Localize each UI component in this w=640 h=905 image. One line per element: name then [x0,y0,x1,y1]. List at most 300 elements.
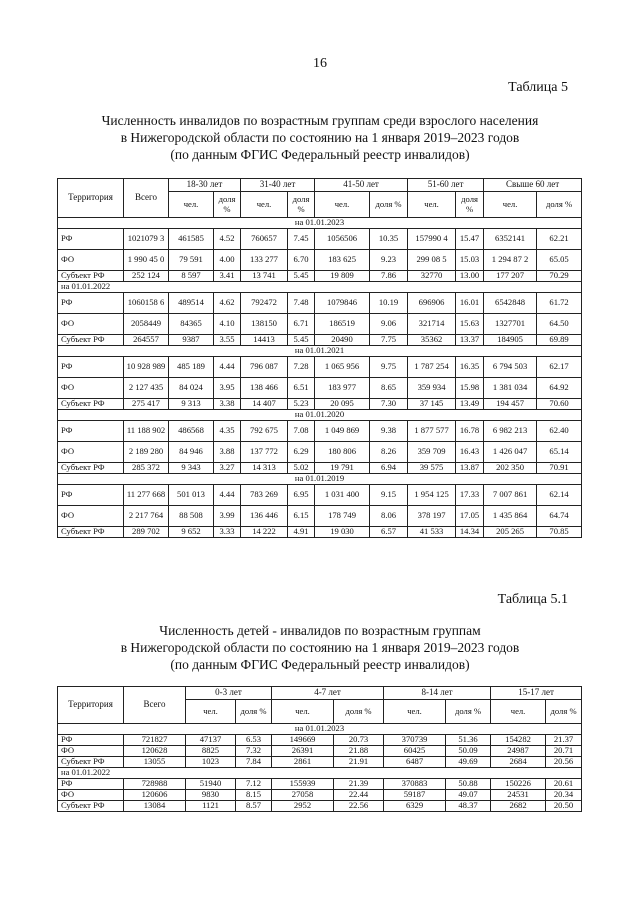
value-cell: 24531 [491,790,546,801]
value-cell: 136 446 [241,506,288,527]
value-cell: 8 597 [169,271,214,282]
value-cell: 721827 [124,735,186,746]
table-row [58,271,582,282]
value-cell: 6.51 [288,378,315,399]
value-cell: 62.40 [537,421,582,442]
period-row [58,474,582,485]
header-people: чел. [491,700,546,724]
value-cell: 4.00 [214,250,241,271]
value-cell: 32770 [408,271,456,282]
table-5-1-title [0,622,640,673]
value-cell: 370739 [384,735,446,746]
value-cell: 180 806 [315,442,370,463]
value-cell: 202 350 [484,463,537,474]
territory-cell: РФ [58,735,124,746]
value-cell: 138150 [241,314,288,335]
value-cell: 183 977 [315,378,370,399]
table-row [58,293,582,314]
value-cell: 20 095 [315,399,370,410]
value-cell: 760657 [241,229,288,250]
header-age-group: 18-30 лет [169,179,241,192]
value-cell: 9 343 [169,463,214,474]
value-cell: 2 127 435 [124,378,169,399]
value-cell: 275 417 [124,399,169,410]
value-cell: 4.10 [214,314,241,335]
value-cell: 157990 4 [408,229,456,250]
period-label: на 01.01.2022 [58,282,582,293]
value-cell: 9830 [186,790,236,801]
value-cell: 17.33 [456,485,484,506]
header-age-group: 15-17 лет [491,687,582,700]
value-cell: 9 652 [169,527,214,538]
value-cell: 783 269 [241,485,288,506]
value-cell: 11 188 902 [124,421,169,442]
header-people: чел. [186,700,236,724]
value-cell: 19 030 [315,527,370,538]
value-cell: 70.91 [537,463,582,474]
value-cell: 7.32 [236,746,272,757]
value-cell: 13055 [124,757,186,768]
period-label: на 01.01.2022 [58,768,582,779]
value-cell: 20.73 [334,735,384,746]
value-cell: 62.21 [537,229,582,250]
value-cell: 16.35 [456,357,484,378]
value-cell: 15.47 [456,229,484,250]
period-label: на 01.01.2021 [58,346,582,357]
table-5-1-title-line: Численность детей - инвалидов по возрастным группам [159,623,481,638]
territory-cell: Субъект РФ [58,271,124,282]
value-cell: 359 934 [408,378,456,399]
value-cell: 6.53 [236,735,272,746]
value-cell: 8.15 [236,790,272,801]
value-cell: 7.48 [288,293,315,314]
value-cell: 14.34 [456,527,484,538]
territory-cell: ФО [58,746,124,757]
period-row [58,282,582,293]
value-cell: 486568 [169,421,214,442]
value-cell: 1 426 047 [484,442,537,463]
header-people: чел. [272,700,334,724]
value-cell: 489514 [169,293,214,314]
table-row [58,735,582,746]
value-cell: 15.63 [456,314,484,335]
header-people: чел. [484,192,537,218]
value-cell: 2058449 [124,314,169,335]
value-cell: 252 124 [124,271,169,282]
header-age-group: 8-14 лет [384,687,491,700]
territory-cell: Субъект РФ [58,757,124,768]
value-cell: 3.38 [214,399,241,410]
territory-cell: Субъект РФ [58,527,124,538]
value-cell: 16.43 [456,442,484,463]
value-cell: 50.09 [446,746,491,757]
value-cell: 289 702 [124,527,169,538]
value-cell: 69.89 [537,335,582,346]
value-cell: 133 277 [241,250,288,271]
value-cell: 6329 [384,801,446,812]
value-cell: 7.12 [236,779,272,790]
territory-cell: ФО [58,250,124,271]
value-cell: 20.56 [546,757,582,768]
header-age-group: Свыше 60 лет [484,179,582,192]
value-cell: 16.78 [456,421,484,442]
value-cell: 35362 [408,335,456,346]
header-people: чел. [169,192,214,218]
value-cell: 9 313 [169,399,214,410]
value-cell: 6.29 [288,442,315,463]
table-row [58,250,582,271]
value-cell: 155939 [272,779,334,790]
value-cell: 194 457 [484,399,537,410]
value-cell: 1 381 034 [484,378,537,399]
territory-cell: ФО [58,442,124,463]
value-cell: 13084 [124,801,186,812]
table-5-title [0,112,640,163]
header-share: доля % [546,700,582,724]
period-row [58,218,582,229]
value-cell: 2861 [272,757,334,768]
value-cell: 1121 [186,801,236,812]
value-cell: 21.88 [334,746,384,757]
table-row [58,779,582,790]
value-cell: 27058 [272,790,334,801]
value-cell: 137 772 [241,442,288,463]
value-cell: 15.98 [456,378,484,399]
table-row [58,442,582,463]
value-cell: 186519 [315,314,370,335]
value-cell: 49.07 [446,790,491,801]
value-cell: 41 533 [408,527,456,538]
value-cell: 501 013 [169,485,214,506]
value-cell: 10.19 [370,293,408,314]
value-cell: 6.70 [288,250,315,271]
table-5-label: Таблица 5 [508,80,568,95]
value-cell: 37 145 [408,399,456,410]
value-cell: 9.75 [370,357,408,378]
value-cell: 177 207 [484,271,537,282]
table-row [58,801,582,812]
table-5-1-body [58,724,582,812]
value-cell: 3.88 [214,442,241,463]
territory-cell: РФ [58,779,124,790]
value-cell: 9.06 [370,314,408,335]
value-cell: 6542848 [484,293,537,314]
territory-cell: ФО [58,378,124,399]
value-cell: 2684 [491,757,546,768]
value-cell: 1 294 87 2 [484,250,537,271]
value-cell: 1 954 125 [408,485,456,506]
value-cell: 64.74 [537,506,582,527]
value-cell: 49.69 [446,757,491,768]
value-cell: 3.41 [214,271,241,282]
value-cell: 6.71 [288,314,315,335]
value-cell: 4.44 [214,357,241,378]
table-row [58,506,582,527]
header-people: чел. [241,192,288,218]
value-cell: 15.03 [456,250,484,271]
header-age-group: 31-40 лет [241,179,315,192]
value-cell: 8.06 [370,506,408,527]
value-cell: 14 407 [241,399,288,410]
value-cell: 370883 [384,779,446,790]
value-cell: 1060158 6 [124,293,169,314]
value-cell: 6 794 503 [484,357,537,378]
value-cell: 17.05 [456,506,484,527]
table-5-1-title-line: (по данным ФГИС Федеральный реестр инвалидов) [170,657,470,672]
header-share: доля % [334,700,384,724]
value-cell: 8.26 [370,442,408,463]
value-cell: 62.17 [537,357,582,378]
value-cell: 1 877 577 [408,421,456,442]
value-cell: 9.15 [370,485,408,506]
value-cell: 60425 [384,746,446,757]
table-row [58,463,582,474]
value-cell: 120628 [124,746,186,757]
value-cell: 6 982 213 [484,421,537,442]
table-row [58,378,582,399]
value-cell: 64.50 [537,314,582,335]
territory-cell: ФО [58,790,124,801]
table-row [58,357,582,378]
value-cell: 7.86 [370,271,408,282]
table-row [58,790,582,801]
value-cell: 1 049 869 [315,421,370,442]
header-age-group: 41-50 лет [315,179,408,192]
value-cell: 14 222 [241,527,288,538]
value-cell: 7.75 [370,335,408,346]
table-row [58,527,582,538]
value-cell: 183 625 [315,250,370,271]
table-row [58,746,582,757]
value-cell: 8.57 [236,801,272,812]
value-cell: 70.29 [537,271,582,282]
table-5-title-line: в Нижегородской области по состоянию на 1 января 2019–2023 годов [120,130,520,145]
value-cell: 154282 [491,735,546,746]
period-row [58,768,582,779]
value-cell: 9387 [169,335,214,346]
value-cell: 20.61 [546,779,582,790]
value-cell: 728988 [124,779,186,790]
header-share: доля % [537,192,582,218]
header-share: доля % [214,192,241,218]
value-cell: 359 709 [408,442,456,463]
value-cell: 7.45 [288,229,315,250]
value-cell: 6.15 [288,506,315,527]
value-cell: 84365 [169,314,214,335]
value-cell: 3.33 [214,527,241,538]
header-total: Всего [124,179,169,218]
value-cell: 378 197 [408,506,456,527]
value-cell: 285 372 [124,463,169,474]
table-5-1 [57,686,582,812]
table-row [58,314,582,335]
value-cell: 3.95 [214,378,241,399]
territory-cell: РФ [58,421,124,442]
value-cell: 65.14 [537,442,582,463]
value-cell: 792472 [241,293,288,314]
table-5-title-line: (по данным ФГИС Федеральный реестр инвалидов) [170,147,470,162]
value-cell: 7.84 [236,757,272,768]
table-5-1-label: Таблица 5.1 [497,592,568,607]
period-label: на 01.01.2020 [58,410,582,421]
value-cell: 13.00 [456,271,484,282]
value-cell: 299 08 5 [408,250,456,271]
value-cell: 796 087 [241,357,288,378]
value-cell: 120606 [124,790,186,801]
value-cell: 3.27 [214,463,241,474]
value-cell: 19 809 [315,271,370,282]
value-cell: 64.92 [537,378,582,399]
territory-cell: РФ [58,485,124,506]
value-cell: 1 031 400 [315,485,370,506]
value-cell: 461585 [169,229,214,250]
table-row [58,485,582,506]
value-cell: 7.30 [370,399,408,410]
value-cell: 19 791 [315,463,370,474]
header-age-group: 4-7 лет [272,687,384,700]
value-cell: 21.37 [546,735,582,746]
value-cell: 39 575 [408,463,456,474]
value-cell: 1023 [186,757,236,768]
value-cell: 6.95 [288,485,315,506]
value-cell: 5.23 [288,399,315,410]
header-people: чел. [384,700,446,724]
value-cell: 51.36 [446,735,491,746]
header-territory: Территория [58,179,124,218]
table-5 [57,178,582,538]
value-cell: 24987 [491,746,546,757]
header-age-group: 51-60 лет [408,179,484,192]
header-share: доля % [446,700,491,724]
value-cell: 264557 [124,335,169,346]
period-label: на 01.01.2019 [58,474,582,485]
value-cell: 2 217 764 [124,506,169,527]
value-cell: 5.45 [288,335,315,346]
period-row [58,724,582,735]
value-cell: 20490 [315,335,370,346]
value-cell: 3.55 [214,335,241,346]
header-territory: Территория [58,687,124,724]
value-cell: 20.71 [546,746,582,757]
value-cell: 70.60 [537,399,582,410]
value-cell: 48.37 [446,801,491,812]
value-cell: 13.87 [456,463,484,474]
value-cell: 59187 [384,790,446,801]
table-5-title-line: Численность инвалидов по возрастным группам среди взрослого населения [101,113,539,128]
value-cell: 13.49 [456,399,484,410]
value-cell: 2952 [272,801,334,812]
value-cell: 696906 [408,293,456,314]
table-row [58,399,582,410]
header-age-group: 0-3 лет [186,687,272,700]
value-cell: 149669 [272,735,334,746]
value-cell: 178 749 [315,506,370,527]
table-row [58,229,582,250]
value-cell: 9.38 [370,421,408,442]
value-cell: 485 189 [169,357,214,378]
value-cell: 7 007 861 [484,485,537,506]
value-cell: 1079846 [315,293,370,314]
period-label: на 01.01.2023 [58,724,582,735]
value-cell: 6.57 [370,527,408,538]
value-cell: 5.45 [288,271,315,282]
value-cell: 205 265 [484,527,537,538]
value-cell: 1 990 45 0 [124,250,169,271]
territory-cell: РФ [58,357,124,378]
value-cell: 79 591 [169,250,214,271]
value-cell: 22.44 [334,790,384,801]
value-cell: 6.94 [370,463,408,474]
value-cell: 6487 [384,757,446,768]
header-share: доля % [370,192,408,218]
page-number: 16 [313,56,327,71]
period-row [58,346,582,357]
value-cell: 1 787 254 [408,357,456,378]
value-cell: 62.14 [537,485,582,506]
territory-cell: РФ [58,293,124,314]
value-cell: 11 277 668 [124,485,169,506]
territory-cell: Субъект РФ [58,335,124,346]
value-cell: 792 675 [241,421,288,442]
header-total: Всего [124,687,186,724]
value-cell: 14 313 [241,463,288,474]
header-people: чел. [315,192,370,218]
table-5-1-title-line: в Нижегородской области по состоянию на 1 января 2019–2023 годов [120,640,520,655]
value-cell: 20.34 [546,790,582,801]
period-label: на 01.01.2023 [58,218,582,229]
value-cell: 65.05 [537,250,582,271]
value-cell: 7.28 [288,357,315,378]
value-cell: 10 928 989 [124,357,169,378]
value-cell: 6352141 [484,229,537,250]
value-cell: 184905 [484,335,537,346]
value-cell: 50.88 [446,779,491,790]
table-row [58,421,582,442]
value-cell: 1056506 [315,229,370,250]
value-cell: 13 741 [241,271,288,282]
value-cell: 21.91 [334,757,384,768]
value-cell: 4.35 [214,421,241,442]
territory-cell: Субъект РФ [58,801,124,812]
value-cell: 5.02 [288,463,315,474]
value-cell: 4.52 [214,229,241,250]
value-cell: 150226 [491,779,546,790]
value-cell: 4.91 [288,527,315,538]
territory-cell: Субъект РФ [58,463,124,474]
value-cell: 22.56 [334,801,384,812]
value-cell: 26391 [272,746,334,757]
value-cell: 9.23 [370,250,408,271]
territory-cell: ФО [58,506,124,527]
value-cell: 1327701 [484,314,537,335]
header-share: доля % [456,192,484,218]
value-cell: 4.44 [214,485,241,506]
value-cell: 16.01 [456,293,484,314]
value-cell: 84 946 [169,442,214,463]
territory-cell: Субъект РФ [58,399,124,410]
value-cell: 1021079 3 [124,229,169,250]
value-cell: 3.99 [214,506,241,527]
territory-cell: ФО [58,314,124,335]
value-cell: 2 189 280 [124,442,169,463]
value-cell: 1 065 956 [315,357,370,378]
header-people: чел. [408,192,456,218]
table-row [58,335,582,346]
value-cell: 8825 [186,746,236,757]
header-share: доля % [288,192,315,218]
value-cell: 4.62 [214,293,241,314]
value-cell: 21.39 [334,779,384,790]
